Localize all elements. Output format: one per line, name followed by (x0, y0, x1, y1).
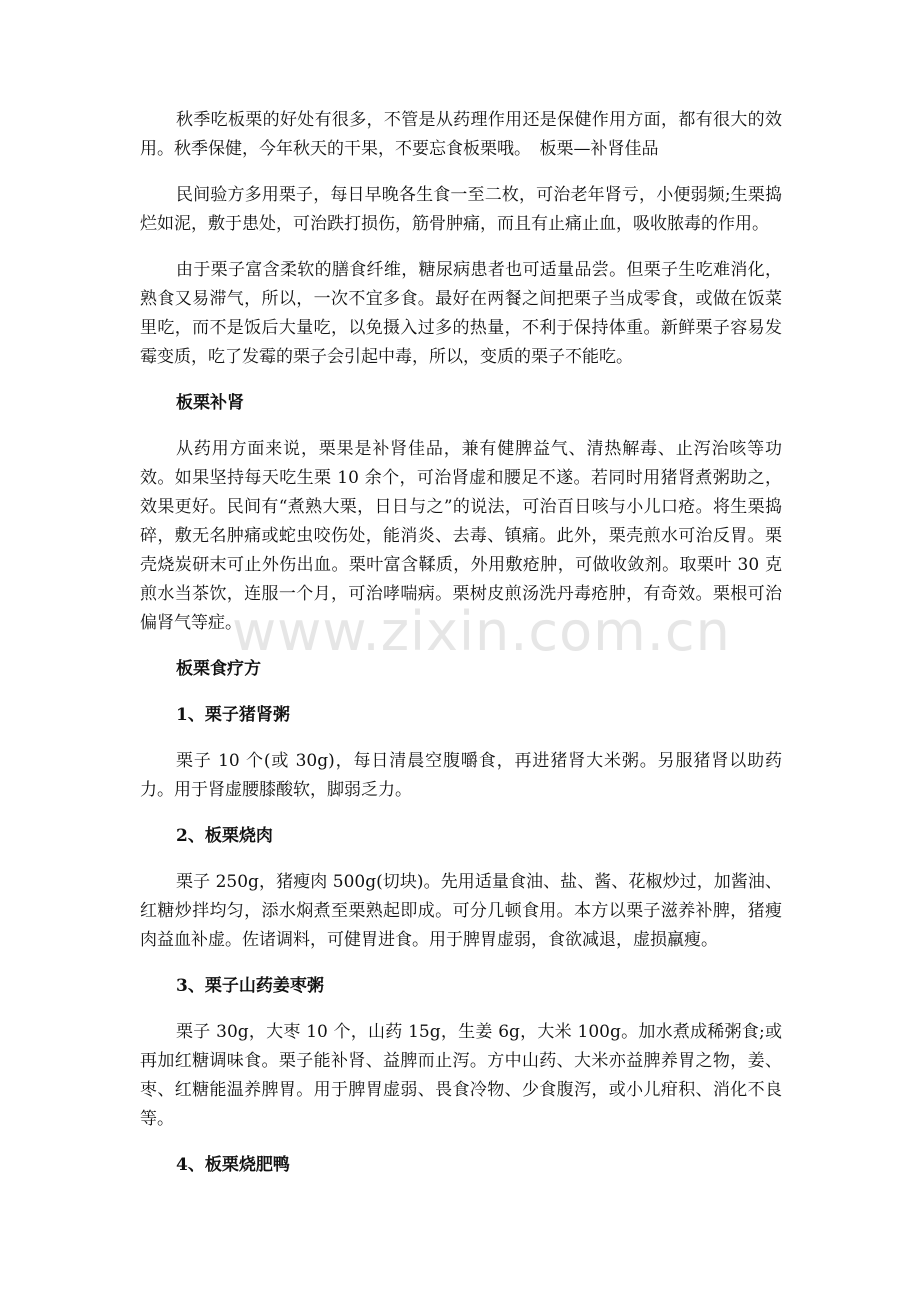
diabetes-advice-paragraph: 由于栗子富含柔软的膳食纤维，糖尿病患者也可适量品尝。但栗子生吃难消化，熟食又易滞气，所以，一次不宜多食。最好在两餐之间把栗子当成零食，或做在饭菜里吃，而不是饭后大量吃，以免摄入过多的热量，不利于保持体重。新鲜栗子容易发霉变质，吃了发霉的栗子会引起中毒，所以，变质的栗子不能吃。 (140, 260, 782, 367)
recipe-3-text: 栗子 30g，大枣 10 个，山药 15g，生姜 6g，大米 100g。加水煮成稀粥食;或再加红糖调味食。栗子能补肾、益脾而止泻。方中山药、大米亦益脾养胃之物，姜、枣、红糖能温养脾胃。用于脾胃虚弱、畏食冷物、少食腹泻，或小儿疳积、消化不良等。 (140, 1022, 782, 1129)
folk-remedy-paragraph: 民间验方多用栗子，每日早晚各生食一至二枚，可治老年肾亏，小便弱频;生栗捣烂如泥，敷于患处，可治跌打损伤，筋骨肿痛，而且有止痛止血，吸收脓毒的作用。 (140, 185, 782, 234)
watermark: www.zixin.com.cn (232, 600, 731, 663)
intro-paragraph: 秋季吃板栗的好处有很多，不管是从药理作用还是保健作用方面，都有很大的效用。秋季保健，今年秋天的干果，不要忘食板栗哦。 板栗—补肾佳品 (140, 110, 782, 159)
document-body (140, 106, 782, 1197)
medicinal-use-paragraph: 从药用方面来说，栗果是补肾佳品，兼有健脾益气、清热解毒、止泻治咳等功效。如果坚持每天吃生栗 10 余个，可治肾虚和腰足不遂。若同时用猪肾煮粥助之，效果更好。民间有“煮熟大栗，日日与之”的说法，可治百日咳与小儿口疮。将生栗捣碎，敷无名肿痛或蛇虫咬伤处，能消炎、去毒、镇痛。此外，栗壳煎水可治反胃。栗壳烧炭研末可止外伤出血。栗叶富含鞣质，外用敷疮肿，可做收敛剂。取栗叶 30 克煎水当茶饮，连服一个月，可治哮喘病。栗树皮煎汤洗丹毒疮肿，有奇效。栗根可治偏肾气等症。 (140, 439, 782, 633)
recipe-1-text: 栗子 10 个(或 30g)，每日清晨空腹嚼食，再进猪肾大米粥。另服猪肾以助药力。用于肾虚腰膝酸软，脚弱乏力。 (140, 751, 782, 800)
recipe-4-title: 4、板栗烧肥鸭 (176, 1155, 290, 1175)
recipe-2-text: 栗子 250g，猪瘦肉 500g(切块)。先用适量食油、盐、酱、花椒炒过，加酱油、红糖炒拌均匀，添水焖煮至栗熟起即成。可分几顿食用。本方以栗子滋养补脾，猪瘦肉益血补虚。佐诸调料，可健胃进食。用于脾胃虚弱，食欲减退，虚损羸瘦。 (140, 872, 782, 950)
section-heading-recipes: 板栗食疗方 (176, 659, 261, 679)
recipe-1-title: 1、栗子猪肾粥 (176, 705, 290, 725)
recipe-3-title: 3、栗子山药姜枣粥 (176, 976, 324, 996)
section-heading-kidney: 板栗补肾 (176, 393, 244, 413)
recipe-2-title: 2、板栗烧肉 (176, 826, 273, 846)
